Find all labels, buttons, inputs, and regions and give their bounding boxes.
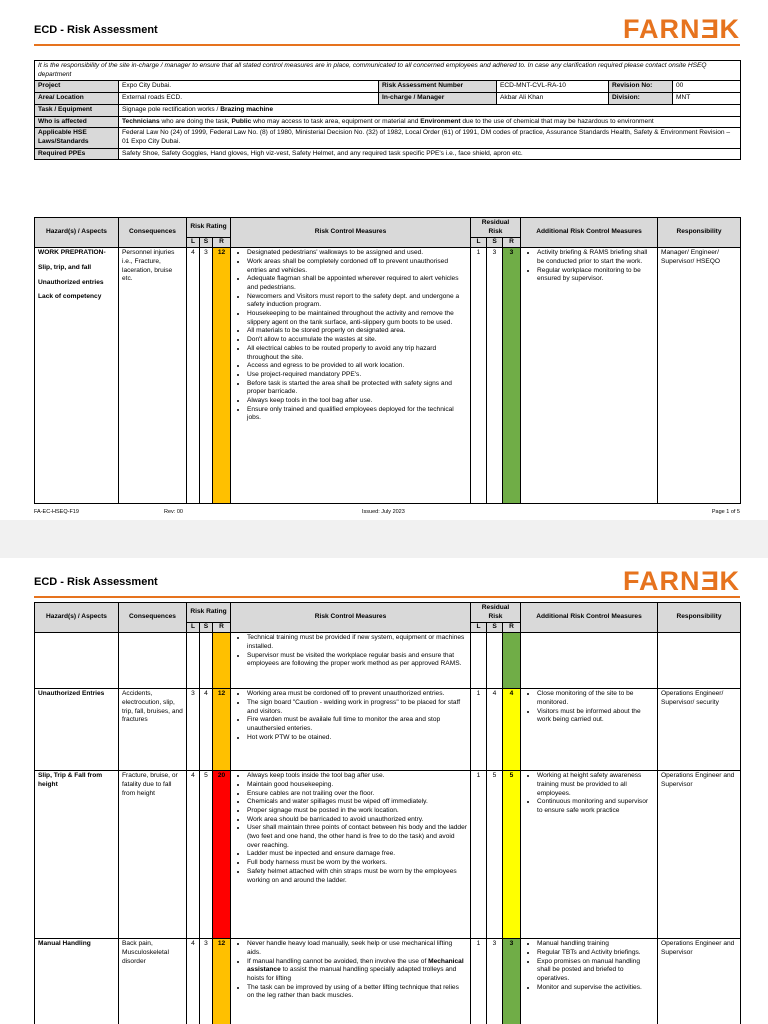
residual-likelihood-cell bbox=[471, 633, 487, 689]
list-item: • Continuous monitoring and supervisor to ensure safe work practice bbox=[537, 798, 654, 815]
col-r: R bbox=[213, 238, 231, 248]
residual-risk-cell: 4 bbox=[503, 689, 521, 771]
ra-number-value: ECD-MNT-CVL-RA-10 bbox=[497, 81, 609, 93]
col-risk-rating: Risk Rating bbox=[187, 218, 231, 238]
document-title: ECD - Risk Assessment bbox=[34, 24, 158, 36]
list-item: • Full body harness must be worn by the workers. bbox=[247, 859, 467, 868]
ra-number-label: Risk Assessment Number bbox=[379, 81, 497, 93]
list-item: • Supervisor must be visited the workplace regular basis and ensure that employees are following the proper work method as per approved RAMS. bbox=[247, 652, 467, 669]
division-label: Division: bbox=[609, 93, 673, 105]
responsibility-cell: Manager/ Engineer/ Supervisor/ HSEQO bbox=[658, 248, 741, 504]
additional-cell bbox=[521, 689, 658, 771]
laws-label: Applicable HSE Laws/Standards bbox=[35, 128, 119, 148]
controls-cell bbox=[231, 248, 471, 504]
residual-risk-cell bbox=[503, 633, 521, 689]
page-header bbox=[34, 566, 740, 598]
list-item: • Hot work PTW to be otained. bbox=[247, 734, 467, 743]
col-hazard: Hazard(s) / Aspects bbox=[35, 603, 119, 633]
additional-list bbox=[524, 249, 654, 284]
col-l: L bbox=[187, 238, 200, 248]
col-responsibility: Responsibility bbox=[658, 218, 741, 248]
hazard-cell: Slip, Trip & Fall from height bbox=[35, 771, 119, 939]
list-item: • Safety helmet attached with chin straps must be worn by the employees working on and around the ladder. bbox=[247, 868, 467, 885]
list-item: • Before task is started the area shall be protected with safety signs and proper barricade. bbox=[247, 380, 467, 397]
project-row bbox=[35, 81, 741, 93]
list-item: • Work area should be barricaded to avoid unauthorized entry. bbox=[247, 816, 467, 825]
col-s: S bbox=[200, 238, 213, 248]
col-consequences: Consequences bbox=[119, 218, 187, 248]
incharge-value: Akbar Ali Khan bbox=[497, 93, 609, 105]
list-item: • All materials to be stored properly on designated area. bbox=[247, 327, 467, 336]
ppe-label: Required PPEs bbox=[35, 148, 119, 160]
list-item: • User shall maintain three points of contact between his body and the ladder (two feet and one hand, the other hand is free to do the task) and avoid over reaching. bbox=[247, 824, 467, 850]
list-item: • Always keep tools in the tool bag after use. bbox=[247, 397, 467, 406]
footer-issued: Issued: July 2023 bbox=[362, 509, 405, 515]
affected-row bbox=[35, 116, 741, 128]
additional-cell bbox=[521, 939, 658, 1024]
area-value: External roads ECD. bbox=[119, 93, 379, 105]
list-item: • Close monitoring of the site to be monitored. bbox=[537, 690, 654, 707]
footer-page-number: Page 1 of 5 bbox=[711, 509, 740, 515]
responsibility-cell bbox=[658, 633, 741, 689]
likelihood-cell: 4 bbox=[187, 248, 200, 504]
hazard-cell bbox=[35, 633, 119, 689]
col-consequences: Consequences bbox=[119, 603, 187, 633]
col-res-l: L bbox=[471, 623, 487, 633]
page-2 bbox=[0, 558, 768, 1024]
consequences-cell: Fracture, bruise, or fatality due to fall from height bbox=[119, 771, 187, 939]
project-label: Project bbox=[35, 81, 119, 93]
likelihood-cell: 4 bbox=[187, 939, 200, 1024]
col-res-r: R bbox=[503, 623, 521, 633]
table-row bbox=[35, 771, 741, 939]
list-item: • All electrical cables to be routed properly to avoid any trip hazard throughout the site. bbox=[247, 345, 467, 362]
table-row-continuation bbox=[35, 633, 741, 689]
severity-cell: 4 bbox=[200, 689, 213, 771]
residual-severity-cell: 5 bbox=[487, 771, 503, 939]
task-label: Task / Equipment bbox=[35, 104, 119, 116]
revision-value: 00 bbox=[673, 81, 741, 93]
controls-list bbox=[234, 690, 467, 742]
col-controls: Risk Control Measures bbox=[231, 603, 471, 633]
additional-list bbox=[524, 940, 654, 992]
header-rule bbox=[34, 596, 740, 598]
residual-risk-cell: 5 bbox=[503, 771, 521, 939]
farnek-logo: FARNEK bbox=[622, 14, 740, 44]
col-s: S bbox=[200, 623, 213, 633]
affected-value: Technicians who are doing the task, Public who may access to task area, equipment or material and Environment due to the use of chemical that may be hazardous to environment bbox=[119, 116, 741, 128]
col-controls: Risk Control Measures bbox=[231, 218, 471, 248]
residual-risk-cell: 3 bbox=[503, 248, 521, 504]
col-hazard: Hazard(s) / Aspects bbox=[35, 218, 119, 248]
list-item: • Activity briefing & RAMS briefing shall be conducted prior to start the work. bbox=[537, 249, 654, 266]
responsibility-notice: It is the responsibility of the site in-charge / manager to ensure that all stated control measures are in place, communicated to all concerned employees and adhered to. In case any clarification required please contact onsite HSEQ department bbox=[35, 61, 741, 81]
col-l: L bbox=[187, 623, 200, 633]
severity-cell: 3 bbox=[200, 248, 213, 504]
list-item: • Ensure cables are not trailing over the floor. bbox=[247, 790, 467, 799]
residual-likelihood-cell: 1 bbox=[471, 689, 487, 771]
hazard-cell: Manual Handling bbox=[35, 939, 119, 1024]
controls-list bbox=[234, 772, 467, 885]
additional-cell bbox=[521, 633, 658, 689]
residual-severity-cell bbox=[487, 633, 503, 689]
controls-cell bbox=[231, 689, 471, 771]
additional-list bbox=[524, 772, 654, 816]
risk-table-page-1 bbox=[34, 217, 741, 504]
col-responsibility: Responsibility bbox=[658, 603, 741, 633]
controls-list bbox=[234, 249, 467, 423]
additional-list bbox=[524, 690, 654, 725]
list-item: • Newcomers and Visitors must report to the safety dept. and undergone a safety induction program. bbox=[247, 293, 467, 310]
severity-cell bbox=[200, 633, 213, 689]
column-header-row bbox=[35, 603, 741, 623]
col-r: R bbox=[213, 623, 231, 633]
list-item: • Proper signage must be posted in the work location. bbox=[247, 807, 467, 816]
hazard-cell: WORK PREPRATION- Slip, trip, and fall Unauthorized entries Lack of competency bbox=[35, 248, 119, 504]
additional-cell bbox=[521, 771, 658, 939]
list-item: • Designated pedestrians' walkways to be assigned and used. bbox=[247, 249, 467, 258]
list-item: • Ladder must be inpected and ensure damage free. bbox=[247, 850, 467, 859]
residual-likelihood-cell: 1 bbox=[471, 771, 487, 939]
severity-cell: 5 bbox=[200, 771, 213, 939]
residual-risk-cell: 3 bbox=[503, 939, 521, 1024]
list-item: • Regular workplace monitoring to be ensured by supervisor. bbox=[537, 267, 654, 284]
table-row bbox=[35, 689, 741, 771]
col-additional: Additional Risk Control Measures bbox=[521, 603, 658, 633]
list-item: • Maintain good housekeeping. bbox=[247, 781, 467, 790]
laws-row bbox=[35, 128, 741, 148]
page-separator bbox=[0, 520, 768, 558]
residual-severity-cell: 3 bbox=[487, 939, 503, 1024]
likelihood-cell: 3 bbox=[187, 689, 200, 771]
col-residual: Residual Risk bbox=[471, 218, 521, 238]
residual-severity-cell: 4 bbox=[487, 689, 503, 771]
list-item: • Don't allow to accumulate the wastes at site. bbox=[247, 336, 467, 345]
list-item: • Access and egress to be provided to all work location. bbox=[247, 362, 467, 371]
list-item: • Monitor and supervise the activities. bbox=[537, 984, 654, 993]
responsibility-cell: Operations Engineer and Supervisor bbox=[658, 939, 741, 1024]
header-rule bbox=[34, 44, 740, 46]
additional-cell bbox=[521, 248, 658, 504]
list-item: • Adequate flagman shall be appointed wherever required to alert vehicles and pedestrians. bbox=[247, 275, 467, 292]
col-risk-rating: Risk Rating bbox=[187, 603, 231, 623]
laws-value: Federal Law No (24) of 1999, Federal Law No. (8) of 1980, Ministerial Decision No. (32) of 1982, Local Order (61) of 1991, DM codes of practice, Assurance Standards Health, Safety & Environment Revision – 01 Expo City Dubai. bbox=[119, 128, 741, 148]
footer-form-code: FA-EC-HSEQ-F19 bbox=[34, 509, 79, 515]
risk-table-page-2 bbox=[34, 602, 741, 1024]
controls-cell bbox=[231, 939, 471, 1024]
area-label: Area/ Location bbox=[35, 93, 119, 105]
list-item: • Ensure only trained and qualified employees deployed for the technical jobs. bbox=[247, 406, 467, 423]
controls-list bbox=[234, 940, 467, 1001]
residual-severity-cell: 3 bbox=[487, 248, 503, 504]
controls-list bbox=[234, 634, 467, 669]
revision-label: Revision No: bbox=[609, 81, 673, 93]
list-item: • Visitors must be informed about the work being carried out. bbox=[537, 708, 654, 725]
list-item: • Work areas shall be completely cordoned off to prevent unauthorised entries and vehicles. bbox=[247, 258, 467, 275]
col-res-r: R bbox=[503, 238, 521, 248]
ppe-value: Safety Shoe, Safety Goggles, Hand gloves, High viz-vest, Safety Helmet, and any required task specific PPE's i.e., face shield, apron etc. bbox=[119, 148, 741, 160]
consequences-cell: Personnel injuries i.e., Fracture, laceration, bruise etc. bbox=[119, 248, 187, 504]
list-item: • Always keep tools inside the tool bag after use. bbox=[247, 772, 467, 781]
consequences-cell: Back pain, Musculoskeletal disorder bbox=[119, 939, 187, 1024]
likelihood-cell: 4 bbox=[187, 771, 200, 939]
incharge-label: In-charge / Manager bbox=[379, 93, 497, 105]
risk-cell: 12 bbox=[213, 689, 231, 771]
col-residual: Residual Risk bbox=[471, 603, 521, 623]
task-row bbox=[35, 104, 741, 116]
risk-cell: 20 bbox=[213, 771, 231, 939]
project-value: Expo City Dubai. bbox=[119, 81, 379, 93]
list-item: • The sign board "Caution - welding work in progress" to be placed for staff and visitors. bbox=[247, 699, 467, 716]
affected-label: Who is affected bbox=[35, 116, 119, 128]
consequences-cell: Accidents, electrocution, slip, trip, fall, bruises, and fractures bbox=[119, 689, 187, 771]
list-item: • Housekeeping to be maintained throughout the activity and remove the slippery agent on the tank surface, anti-slippery gum boots to be used. bbox=[247, 310, 467, 327]
col-res-s: S bbox=[487, 623, 503, 633]
list-item: • Use project-required mandatory PPE's. bbox=[247, 371, 467, 380]
footer-revision: Rev: 00 bbox=[164, 509, 183, 515]
col-additional: Additional Risk Control Measures bbox=[521, 218, 658, 248]
page-header bbox=[34, 14, 740, 46]
table-row bbox=[35, 248, 741, 504]
column-header-row bbox=[35, 218, 741, 238]
notice-row bbox=[35, 61, 741, 81]
list-item: • Fire warden must be availale full time to monitor the area and stop unauthersied enteries. bbox=[247, 716, 467, 733]
ppe-row bbox=[35, 148, 741, 160]
area-row bbox=[35, 93, 741, 105]
list-item: • Regular TBTs and Activity briefings. bbox=[537, 949, 654, 958]
table-row bbox=[35, 939, 741, 1024]
likelihood-cell bbox=[187, 633, 200, 689]
consequences-cell bbox=[119, 633, 187, 689]
hazard-cell: Unauthorized Entries bbox=[35, 689, 119, 771]
severity-cell: 3 bbox=[200, 939, 213, 1024]
residual-likelihood-cell: 1 bbox=[471, 248, 487, 504]
responsibility-cell: Operations Engineer and Supervisor bbox=[658, 771, 741, 939]
list-item: • Chemicals and water spillages must be wiped off immediately. bbox=[247, 798, 467, 807]
col-res-l: L bbox=[471, 238, 487, 248]
list-item: • Working at height safety awareness training must be provided to all employees. bbox=[537, 772, 654, 798]
controls-cell bbox=[231, 633, 471, 689]
col-res-s: S bbox=[487, 238, 503, 248]
controls-cell bbox=[231, 771, 471, 939]
residual-likelihood-cell: 1 bbox=[471, 939, 487, 1024]
responsibility-cell: Operations Engineer/ Supervisor/ security bbox=[658, 689, 741, 771]
risk-cell: 12 bbox=[213, 939, 231, 1024]
list-item: • If manual handling cannot be avoided, then involve the use of Mechanical assistance to assist the manual handling specially adapted trolleys and hoists for lifting bbox=[247, 958, 467, 984]
info-table bbox=[34, 60, 741, 160]
division-value: MNT bbox=[673, 93, 741, 105]
list-item: • Working area must be cordoned off to prevent unauthorized entries. bbox=[247, 690, 467, 699]
farnek-logo: FARNEK bbox=[622, 566, 740, 596]
risk-cell bbox=[213, 633, 231, 689]
task-value: Signage pole rectification works / Brazing machine bbox=[119, 104, 741, 116]
list-item: • The task can be improved by using of a better lifting technique that relies on the leg rather than back muscles. bbox=[247, 984, 467, 1001]
document-title: ECD - Risk Assessment bbox=[34, 576, 158, 588]
risk-cell: 12 bbox=[213, 248, 231, 504]
list-item: • Never handle heavy load manually, seek help or use mechanical lifting aids. bbox=[247, 940, 467, 957]
list-item: • Expo promises on manual handling shall be posted and briefed to operatives. bbox=[537, 958, 654, 984]
list-item: • Technical training must be provided if new system, equipment or machines installed. bbox=[247, 634, 467, 651]
list-item: • Manual handling training bbox=[537, 940, 654, 949]
